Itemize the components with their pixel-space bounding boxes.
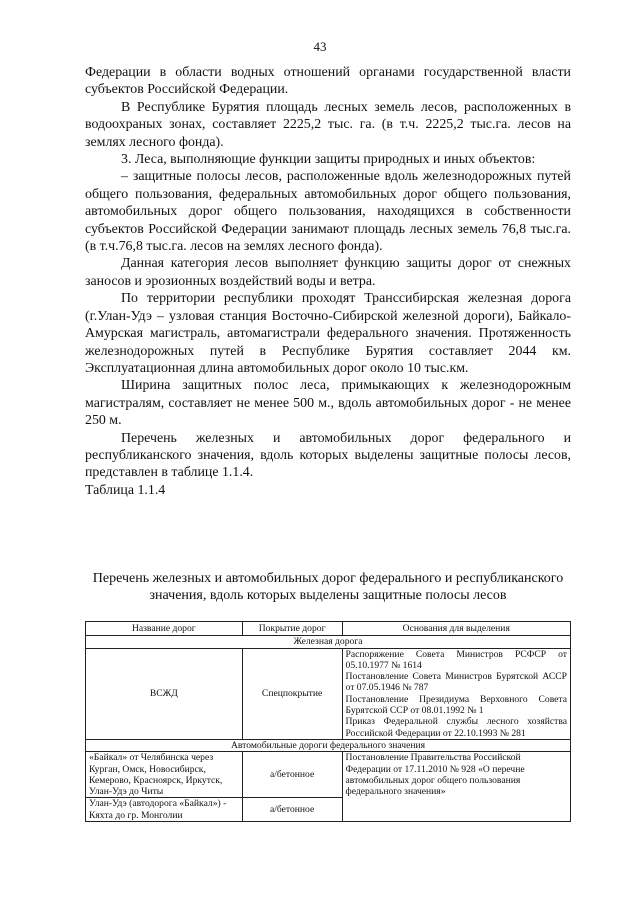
section-row [86, 636, 571, 648]
table-row [86, 648, 571, 739]
section-auto: Автомобильные дороги федерального значения [86, 739, 571, 751]
road-name: Улан-Удэ (автодорога «Байкал») - Кяхта до гр. Монголии [86, 798, 243, 822]
column-header: Основания для выделения [342, 622, 570, 636]
paragraph: – защитные полосы лесов, расположенные вдоль железнодорожных путей общего пользования, федеральных автомобильных дорог общего пользования, автомобильных дорог общего пользования, находящихся в собственности субъектов Российской Федерации занимают площадь лесных земель 76,8 тыс.га. (в т.ч.76,8 тыс.га. лесов на землях лесного фонда). [85, 169, 571, 255]
basis-item: Приказ Федеральной службы лесного хозяйства Российской Федерации от 22.10.1993 № 281 [345, 716, 567, 739]
roads-table [85, 621, 571, 822]
section-rail: Железная дорога [86, 636, 571, 648]
road-basis [342, 648, 570, 739]
table-header-row [86, 622, 571, 636]
page-number: 43 [313, 39, 327, 54]
basis-item: Постановление Президиума Верховного Совета Бурятской ССР от 08.01.1992 № 1 [345, 693, 567, 717]
paragraph: В Республике Бурятия площадь лесных земель лесов, расположенных в водоохраных зонах, составляет 2225,2 тыс. га. (в т.ч. 2225,2 тыс.га. лесов на землях лесного фонда). [85, 99, 571, 150]
road-cover: а/бетонное [242, 798, 342, 822]
table-label: Таблица 1.1.4 [85, 482, 166, 498]
road-cover: а/бетонное [242, 752, 342, 798]
column-header: Название дорог [86, 622, 243, 636]
table-row [86, 752, 571, 798]
table-title: Перечень железных и автомобильных дорог федерального и республиканского значения, вдоль которых выделены защитные полосы лесов [92, 571, 564, 603]
column-header: Покрытие дорог [242, 622, 342, 636]
paragraph: Ширина защитных полос леса, примыкающих к железнодорожным магистралям, составляет не менее 500 м., вдоль автомобильных дорог - не менее 250 м. [85, 378, 571, 429]
basis-item: Постановление Совета Министров Бурятской АССР от 07.05.1946 № 787 [345, 671, 567, 694]
paragraph: Данная категория лесов выполняет функцию защиты дорог от снежных заносов и эрозионных воздействий воды и ветра. [85, 256, 571, 289]
road-cover: Спецпокрытие [242, 648, 342, 739]
road-name: ВСЖД [86, 648, 243, 739]
road-name: «Байкал» от Челябинска через Курган, Омск, Новосибирск, Кемерово, Красноярск, Иркутск, Улан-Удэ до Читы [86, 752, 243, 798]
paragraph: 3. Леса, выполняющие функции защиты природных и иных объектов: [121, 152, 536, 168]
paragraph: По территории республики проходят Транссибирская железная дорога (г.Улан-Удэ – узловая станция Восточно-Сибирской железной дороги), Байкало-Амурская магистраль, автомагистрали федерального значения. Протяженность железнодорожных путей в Республике Бурятия составляет 2044 км. Эксплуатационная длина автомобильных дорог около 10 тыс.км. [85, 291, 571, 376]
paragraph: Перечень железных и автомобильных дорог федерального и республиканского значения, вдоль которых выделены защитные полосы лесов, представлен в таблице 1.1.4. [85, 430, 571, 481]
paragraph: Федерации в области водных отношений органами государственной власти субъектов Российской Федерации. [85, 65, 571, 98]
basis-item: Распоряжение Совета Министров РСФСР от 05.10.1977 № 1614 [345, 648, 567, 671]
section-row [86, 739, 571, 751]
body-text [85, 64, 571, 499]
road-basis: Постановление Правительства Российской Федерации от 17.11.2010 № 928 «О перечне автомобильных дорог общего пользования федерального значения» [342, 752, 570, 822]
